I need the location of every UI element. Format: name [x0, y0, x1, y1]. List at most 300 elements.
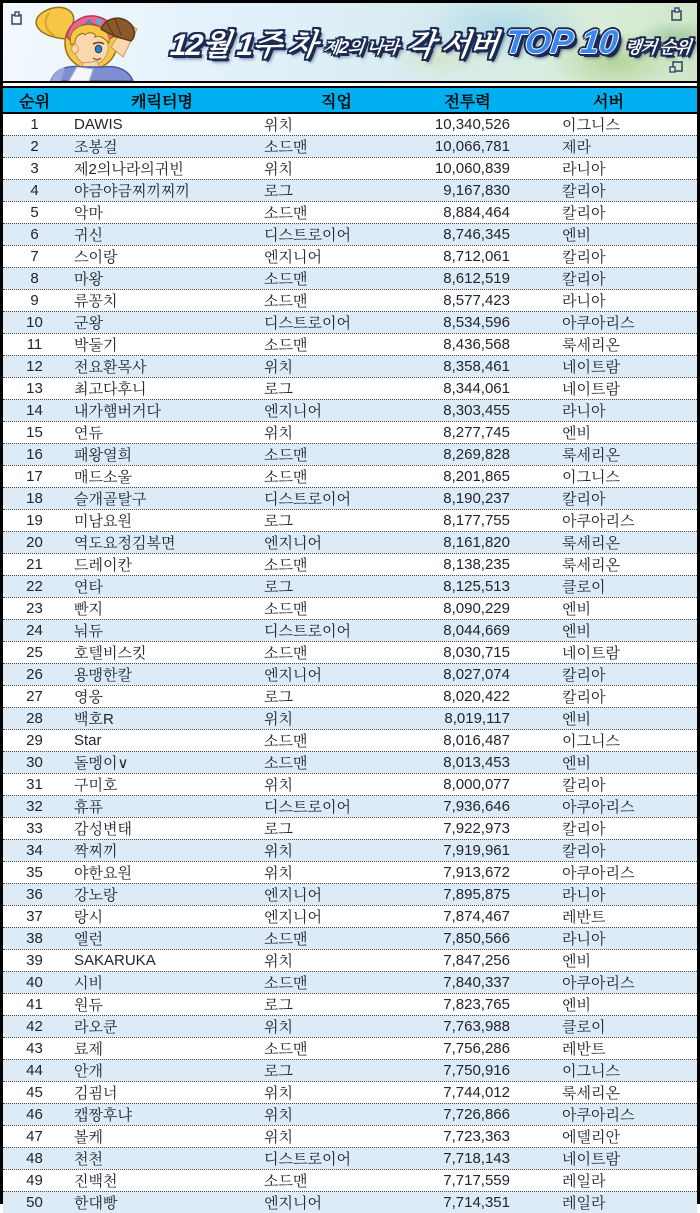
power-cell: 8,746,345 [443, 226, 510, 243]
job-cell: 소드맨 [264, 205, 308, 222]
name-cell: 연듀 [74, 425, 103, 442]
job-cell: 소드맨 [264, 755, 308, 772]
server-cell: 칼리아 [562, 205, 606, 222]
job-cell: 엔지니어 [264, 249, 322, 266]
power-cell: 8,138,235 [443, 556, 510, 573]
table-row [3, 223, 697, 245]
power-cell: 7,756,286 [443, 1040, 510, 1057]
server-cell: 라니아 [562, 887, 606, 904]
server-cell: 네이트람 [562, 359, 620, 376]
name-cell: 짝찌끼 [74, 843, 118, 860]
name-cell: 영웅 [74, 689, 103, 706]
rank-cell: 41 [26, 996, 43, 1013]
name-cell: 료제 [74, 1041, 103, 1058]
server-cell: 제라 [562, 139, 591, 156]
server-cell: 엔비 [562, 623, 591, 640]
rank-cell: 49 [26, 1172, 43, 1189]
table-row [3, 355, 697, 377]
power-cell: 7,714,351 [443, 1194, 510, 1211]
job-cell: 위치 [264, 865, 293, 882]
server-cell: 칼리아 [562, 667, 606, 684]
picture-anchor-icon [669, 61, 683, 75]
rank-cell: 12 [26, 358, 43, 375]
job-cell: 로그 [264, 997, 293, 1014]
job-cell: 소드맨 [264, 733, 308, 750]
server-cell: 룩세리온 [562, 447, 620, 464]
name-cell: 캡짱후냐 [74, 1107, 132, 1124]
name-cell: 랑시 [74, 909, 103, 926]
power-cell: 8,201,865 [443, 468, 510, 485]
power-cell: 7,726,866 [443, 1106, 510, 1123]
rank-cell: 9 [30, 292, 39, 309]
table-row [3, 597, 697, 619]
banner [3, 3, 697, 83]
power-cell: 8,027,074 [443, 666, 510, 683]
job-cell: 로그 [264, 821, 293, 838]
table-row [3, 421, 697, 443]
rank-cell: 23 [26, 600, 43, 617]
table-row [3, 927, 697, 949]
rank-cell: 22 [26, 578, 43, 595]
server-cell: 레일라 [562, 1173, 606, 1190]
power-cell: 8,177,755 [443, 512, 510, 529]
rank-cell: 28 [26, 710, 43, 727]
title-top10: TOP 10 [503, 23, 620, 60]
server-cell: 이그니스 [562, 733, 620, 750]
table-row [3, 751, 697, 773]
table-row [3, 817, 697, 839]
table-row [3, 905, 697, 927]
table-row [3, 157, 697, 179]
power-cell: 8,125,513 [443, 578, 510, 595]
rank-cell: 15 [26, 424, 43, 441]
column-header-job: 직업 [321, 93, 352, 111]
power-cell: 7,823,765 [443, 996, 510, 1013]
rank-cell: 20 [26, 534, 43, 551]
power-cell: 10,340,526 [434, 116, 510, 133]
name-cell: 호텔비스킷 [74, 645, 147, 662]
name-cell: 진백천 [74, 1173, 118, 1190]
job-cell: 디스트로이어 [264, 623, 351, 640]
job-cell: 소드맨 [264, 271, 308, 288]
table-row [3, 685, 697, 707]
table-row [3, 839, 697, 861]
name-cell: SAKARUKA [74, 952, 156, 969]
power-cell: 8,013,453 [443, 754, 510, 771]
rank-cell: 34 [26, 842, 43, 859]
table-row [3, 179, 697, 201]
job-cell: 위치 [264, 1129, 293, 1146]
power-cell: 7,850,566 [443, 930, 510, 947]
table-row [3, 619, 697, 641]
job-cell: 소드맨 [264, 139, 308, 156]
name-cell: 강노랑 [74, 887, 118, 904]
rank-cell: 14 [26, 402, 43, 419]
rank-cell: 11 [26, 336, 43, 353]
job-cell: 소드맨 [264, 293, 308, 310]
power-cell: 7,750,916 [443, 1062, 510, 1079]
table-row [3, 949, 697, 971]
name-cell: 야한요원 [74, 865, 132, 882]
server-cell: 라니아 [562, 931, 606, 948]
job-cell: 소드맨 [264, 1041, 308, 1058]
rank-cell: 18 [26, 490, 43, 507]
name-cell: 시비 [74, 975, 103, 992]
power-cell: 9,167,830 [443, 182, 510, 199]
power-cell: 8,303,455 [443, 402, 510, 419]
table-row [3, 245, 697, 267]
rank-cell: 48 [26, 1150, 43, 1167]
table-row [3, 641, 697, 663]
table-row [3, 1037, 697, 1059]
job-cell: 로그 [264, 381, 293, 398]
server-cell: 룩세리온 [562, 557, 620, 574]
job-cell: 위치 [264, 359, 293, 376]
name-cell: 빤지 [74, 601, 103, 618]
job-cell: 로그 [264, 1063, 293, 1080]
table-row [3, 443, 697, 465]
name-cell: 라오쿤 [74, 1019, 118, 1036]
table-row [3, 1015, 697, 1037]
power-cell: 7,763,988 [443, 1018, 510, 1035]
table-row [3, 531, 697, 553]
rank-cell: 27 [26, 688, 43, 705]
column-header-server: 서버 [593, 93, 624, 111]
server-cell: 칼리아 [562, 183, 606, 200]
job-cell: 소드맨 [264, 557, 308, 574]
table-row [3, 135, 697, 157]
name-cell: 한대빵 [74, 1195, 118, 1212]
name-cell: 슬개골탈구 [74, 491, 147, 508]
server-cell: 룩세리온 [562, 337, 620, 354]
banner-title [166, 3, 696, 81]
job-cell: 로그 [264, 579, 293, 596]
table-row [3, 1191, 697, 1213]
server-cell: 에델리안 [562, 1129, 620, 1146]
table-row [3, 795, 697, 817]
name-cell: 패왕열희 [74, 447, 132, 464]
server-cell: 칼리아 [562, 271, 606, 288]
job-cell: 소드맨 [264, 931, 308, 948]
name-cell: 야금야금찌끼찌끼 [74, 183, 190, 200]
power-cell: 8,344,061 [443, 380, 510, 397]
power-cell: 8,269,828 [443, 446, 510, 463]
rank-cell: 7 [30, 248, 39, 265]
rank-cell: 2 [30, 138, 39, 155]
power-cell: 10,066,781 [434, 138, 510, 155]
rank-cell: 35 [26, 864, 43, 881]
rank-cell: 5 [30, 204, 39, 221]
rank-cell: 17 [26, 468, 43, 485]
power-cell: 8,020,422 [443, 688, 510, 705]
title-game: 제2의 나라 [322, 37, 400, 57]
server-cell: 레일라 [562, 1195, 606, 1212]
table-row [3, 201, 697, 223]
rank-cell: 39 [26, 952, 43, 969]
column-header-name: 캐릭터명 [131, 93, 193, 111]
job-cell: 디스트로이어 [264, 315, 351, 332]
table-row [3, 311, 697, 333]
power-cell: 8,000,077 [443, 776, 510, 793]
name-cell: 백호R [74, 711, 114, 728]
rank-cell: 32 [26, 798, 43, 815]
server-cell: 아쿠아리스 [562, 865, 635, 882]
job-cell: 위치 [264, 843, 293, 860]
table-row [3, 333, 697, 355]
job-cell: 디스트로이어 [264, 799, 351, 816]
picture-anchor-icon [671, 7, 685, 21]
rank-cell: 24 [26, 622, 43, 639]
name-cell: 천천 [74, 1151, 103, 1168]
server-cell: 레반트 [562, 1041, 606, 1058]
table-row [3, 399, 697, 421]
server-cell: 이그니스 [562, 117, 620, 134]
name-cell: 엘런 [74, 931, 103, 948]
power-cell: 8,277,745 [443, 424, 510, 441]
rank-cell: 21 [26, 556, 43, 573]
table-row [3, 553, 697, 575]
name-cell: 귀신 [74, 227, 103, 244]
power-cell: 7,919,961 [443, 842, 510, 859]
job-cell: 소드맨 [264, 645, 308, 662]
server-cell: 라니아 [562, 403, 606, 420]
rank-cell: 42 [26, 1018, 43, 1035]
name-cell: 드레이칸 [74, 557, 132, 574]
table-row [3, 1169, 697, 1191]
power-cell: 7,840,337 [443, 974, 510, 991]
power-cell: 8,612,519 [443, 270, 510, 287]
job-cell: 로그 [264, 183, 293, 200]
name-cell: 내가햄버거다 [74, 403, 161, 420]
server-cell: 칼리아 [562, 491, 606, 508]
table-header [3, 86, 697, 114]
power-cell: 8,884,464 [443, 204, 510, 221]
server-cell: 라니아 [562, 161, 606, 178]
server-cell: 아쿠아리스 [562, 1107, 635, 1124]
server-cell: 네이트람 [562, 1151, 620, 1168]
rank-cell: 36 [26, 886, 43, 903]
rank-cell: 43 [26, 1040, 43, 1057]
name-cell: 최고다후니 [74, 381, 147, 398]
server-cell: 칼리아 [562, 689, 606, 706]
server-cell: 아쿠아리스 [562, 975, 635, 992]
name-cell: 돌멩이∨ [74, 755, 129, 772]
job-cell: 엔지니어 [264, 887, 322, 904]
job-cell: 위치 [264, 1085, 293, 1102]
power-cell: 7,913,672 [443, 864, 510, 881]
power-cell: 8,090,229 [443, 600, 510, 617]
table-row [3, 971, 697, 993]
power-cell: 8,019,117 [444, 710, 510, 727]
power-cell: 8,161,820 [443, 534, 510, 551]
rank-cell: 38 [26, 930, 43, 947]
table-row [3, 1059, 697, 1081]
title-week: 12월 1주 차 [168, 29, 319, 62]
name-cell: Star [74, 732, 102, 749]
table-row [3, 509, 697, 531]
table-row [3, 1147, 697, 1169]
rank-cell: 26 [26, 666, 43, 683]
name-cell: 악마 [74, 205, 103, 222]
rank-cell: 13 [26, 380, 43, 397]
rank-cell: 25 [26, 644, 43, 661]
job-cell: 엔지니어 [264, 909, 322, 926]
job-cell: 위치 [264, 161, 293, 178]
server-cell: 엔비 [562, 755, 591, 772]
power-cell: 8,534,596 [443, 314, 510, 331]
table-row [3, 861, 697, 883]
server-cell: 엔비 [562, 953, 591, 970]
server-cell: 이그니스 [562, 469, 620, 486]
name-cell: 감성변태 [74, 821, 132, 838]
name-cell: 미남요원 [74, 513, 132, 530]
job-cell: 소드맨 [264, 469, 308, 486]
table-row [3, 1125, 697, 1147]
server-cell: 칼리아 [562, 777, 606, 794]
rank-cell: 44 [26, 1062, 43, 1079]
job-cell: 위치 [264, 953, 293, 970]
title-scope: 각 서버 [404, 29, 500, 62]
name-cell: 매드소울 [74, 469, 132, 486]
job-cell: 소드맨 [264, 975, 308, 992]
server-cell: 라니아 [562, 293, 606, 310]
job-cell: 디스트로이어 [264, 491, 351, 508]
name-cell: 연타 [74, 579, 103, 596]
table-row [3, 729, 697, 751]
job-cell: 위치 [264, 117, 293, 134]
table-row [3, 707, 697, 729]
title-suffix: 랭커 순위 [623, 37, 692, 57]
power-cell: 7,895,875 [443, 886, 510, 903]
power-cell: 7,718,143 [443, 1150, 510, 1167]
name-cell: 김굄너 [74, 1085, 118, 1102]
name-cell: 휴퓨 [74, 799, 103, 816]
server-cell: 클로이 [562, 1019, 606, 1036]
server-cell: 엔비 [562, 997, 591, 1014]
table-row [3, 465, 697, 487]
server-cell: 엔비 [562, 711, 591, 728]
name-cell: 전요환목사 [74, 359, 147, 376]
job-cell: 소드맨 [264, 1173, 308, 1190]
name-cell: 박둘기 [74, 337, 118, 354]
server-cell: 룩세리온 [562, 535, 620, 552]
server-cell: 네이트람 [562, 645, 620, 662]
table-row [3, 575, 697, 597]
table-row [3, 883, 697, 905]
power-cell: 7,723,363 [443, 1128, 510, 1145]
table-row [3, 487, 697, 509]
job-cell: 위치 [264, 777, 293, 794]
table-row [3, 267, 697, 289]
rank-cell: 30 [26, 754, 43, 771]
job-cell: 위치 [264, 425, 293, 442]
server-cell: 클로이 [562, 579, 606, 596]
power-cell: 8,016,487 [443, 732, 510, 749]
table-row [3, 773, 697, 795]
rank-cell: 40 [26, 974, 43, 991]
rank-cell: 4 [30, 182, 39, 199]
column-header-power: 전투력 [444, 93, 491, 111]
power-cell: 8,577,423 [443, 292, 510, 309]
name-cell: 용맹한칼 [74, 667, 132, 684]
rank-cell: 8 [30, 270, 39, 287]
table-row [3, 289, 697, 311]
picture-anchor-icon [11, 11, 25, 25]
name-cell: 원듀 [74, 997, 103, 1014]
power-cell: 8,030,715 [443, 644, 510, 661]
power-cell: 7,874,467 [443, 908, 510, 925]
job-cell: 엔지니어 [264, 667, 322, 684]
server-cell: 룩세리온 [562, 1085, 620, 1102]
server-cell: 칼리아 [562, 843, 606, 860]
table-row [3, 663, 697, 685]
job-cell: 소드맨 [264, 337, 308, 354]
rank-cell: 45 [26, 1084, 43, 1101]
power-cell: 10,060,839 [434, 160, 510, 177]
table-row [3, 1103, 697, 1125]
name-cell: DAWIS [74, 116, 123, 133]
job-cell: 디스트로이어 [264, 227, 351, 244]
name-cell: 마왕 [74, 271, 103, 288]
job-cell: 위치 [264, 711, 293, 728]
name-cell: 류꽁치 [74, 293, 118, 310]
ranking-rows [3, 114, 697, 1213]
table-row [3, 114, 697, 135]
job-cell: 소드맨 [264, 601, 308, 618]
rank-cell: 33 [26, 820, 43, 837]
name-cell: 볼케 [74, 1129, 103, 1146]
name-cell: 제2의나라의귀빈 [74, 161, 184, 178]
power-cell: 7,717,559 [443, 1172, 510, 1189]
name-cell: 조봉걸 [74, 139, 118, 156]
power-cell: 7,847,256 [443, 952, 510, 969]
power-cell: 8,712,061 [443, 248, 510, 265]
server-cell: 이그니스 [562, 1063, 620, 1080]
server-cell: 네이트람 [562, 381, 620, 398]
rank-cell: 46 [26, 1106, 43, 1123]
table-row [3, 377, 697, 399]
server-cell: 아쿠아리스 [562, 799, 635, 816]
server-cell: 엔비 [562, 425, 591, 442]
power-cell: 7,936,646 [443, 798, 510, 815]
name-cell: 눠듀 [74, 623, 103, 640]
name-cell: 역도요정김복면 [74, 535, 176, 552]
rank-cell: 47 [26, 1128, 43, 1145]
rank-cell: 10 [26, 314, 43, 331]
rank-cell: 31 [26, 776, 43, 793]
rank-cell: 1 [30, 116, 39, 133]
server-cell: 레반트 [562, 909, 606, 926]
rank-cell: 16 [26, 446, 43, 463]
name-cell: 군왕 [74, 315, 103, 332]
server-cell: 칼리아 [562, 249, 606, 266]
job-cell: 로그 [264, 513, 293, 530]
job-cell: 위치 [264, 1019, 293, 1036]
rank-cell: 19 [26, 512, 43, 529]
job-cell: 엔지니어 [264, 403, 322, 420]
power-cell: 8,190,237 [443, 490, 510, 507]
power-cell: 7,922,973 [443, 820, 510, 837]
power-cell: 8,358,461 [443, 358, 510, 375]
job-cell: 위치 [264, 1107, 293, 1124]
anime-girl-salute-illustration [5, 3, 173, 81]
table-row [3, 993, 697, 1015]
rank-cell: 50 [26, 1194, 43, 1211]
job-cell: 로그 [264, 689, 293, 706]
server-cell: 아쿠아리스 [562, 315, 635, 332]
power-cell: 8,044,669 [443, 622, 510, 639]
job-cell: 소드맨 [264, 447, 308, 464]
